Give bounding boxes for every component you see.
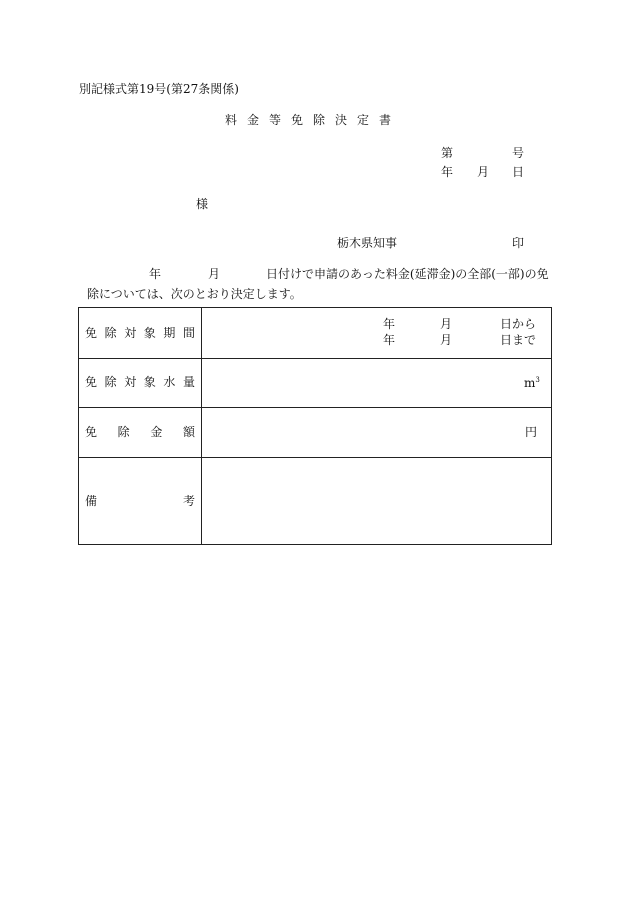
body-year-label: 年 xyxy=(149,267,162,281)
label-char: 免 xyxy=(85,425,98,439)
body-month-label: 月 xyxy=(208,267,221,281)
table-row-divider xyxy=(79,407,551,408)
period-start-year-label: 年 xyxy=(383,317,396,331)
exemption-volume-label xyxy=(85,375,195,389)
volume-unit xyxy=(524,376,540,390)
addressee-honorific: 様 xyxy=(196,197,209,211)
period-end-suffix: 日まで xyxy=(500,333,537,347)
period-start-suffix: 日から xyxy=(500,317,537,331)
body-text-line1: 日付けで申請のあった料金(延滞金)の全部(一部)の免 xyxy=(266,267,549,281)
amount-unit: 円 xyxy=(525,425,538,439)
period-start-month-label: 月 xyxy=(440,317,453,331)
volume-unit-base: m xyxy=(524,376,536,390)
document-number-suffix: 号 xyxy=(512,146,525,160)
label-char: 象 xyxy=(143,375,156,389)
date-year-label: 年 xyxy=(441,165,454,179)
body-text-line2: 除については、次のとおり決定します。 xyxy=(87,287,302,301)
volume-unit-exponent: 3 xyxy=(535,376,540,384)
label-char: 量 xyxy=(182,375,195,389)
label-char: 間 xyxy=(182,326,195,340)
label-char: 備 xyxy=(85,494,98,508)
label-char: 対 xyxy=(124,375,137,389)
label-char: 免 xyxy=(85,326,98,340)
period-end-month-label: 月 xyxy=(440,333,453,347)
date-month-label: 月 xyxy=(477,165,490,179)
label-char: 水 xyxy=(163,375,176,389)
label-char: 考 xyxy=(182,494,195,508)
remarks-label xyxy=(85,494,195,508)
seal-mark: 印 xyxy=(512,236,525,250)
period-end-year-label: 年 xyxy=(383,333,396,347)
exemption-period-label xyxy=(85,326,195,340)
table-row-divider xyxy=(79,358,551,359)
label-char: 対 xyxy=(124,326,137,340)
issuer-name: 栃木県知事 xyxy=(337,236,398,250)
label-char: 額 xyxy=(182,425,195,439)
date-day-label: 日 xyxy=(512,165,525,179)
label-char: 除 xyxy=(104,326,117,340)
table-column-divider xyxy=(201,308,202,544)
document-number-label: 第 xyxy=(441,146,454,160)
exemption-table xyxy=(78,307,552,545)
form-number: 別記様式第19号(第27条関係) xyxy=(79,82,239,96)
exemption-amount-label xyxy=(85,425,195,439)
label-char: 期 xyxy=(163,326,176,340)
label-char: 除 xyxy=(104,375,117,389)
label-char: 免 xyxy=(85,375,98,389)
label-char: 象 xyxy=(143,326,156,340)
table-row-divider xyxy=(79,457,551,458)
label-char: 金 xyxy=(150,425,163,439)
label-char: 除 xyxy=(117,425,130,439)
document-title: 料金等免除決定書 xyxy=(225,113,402,127)
